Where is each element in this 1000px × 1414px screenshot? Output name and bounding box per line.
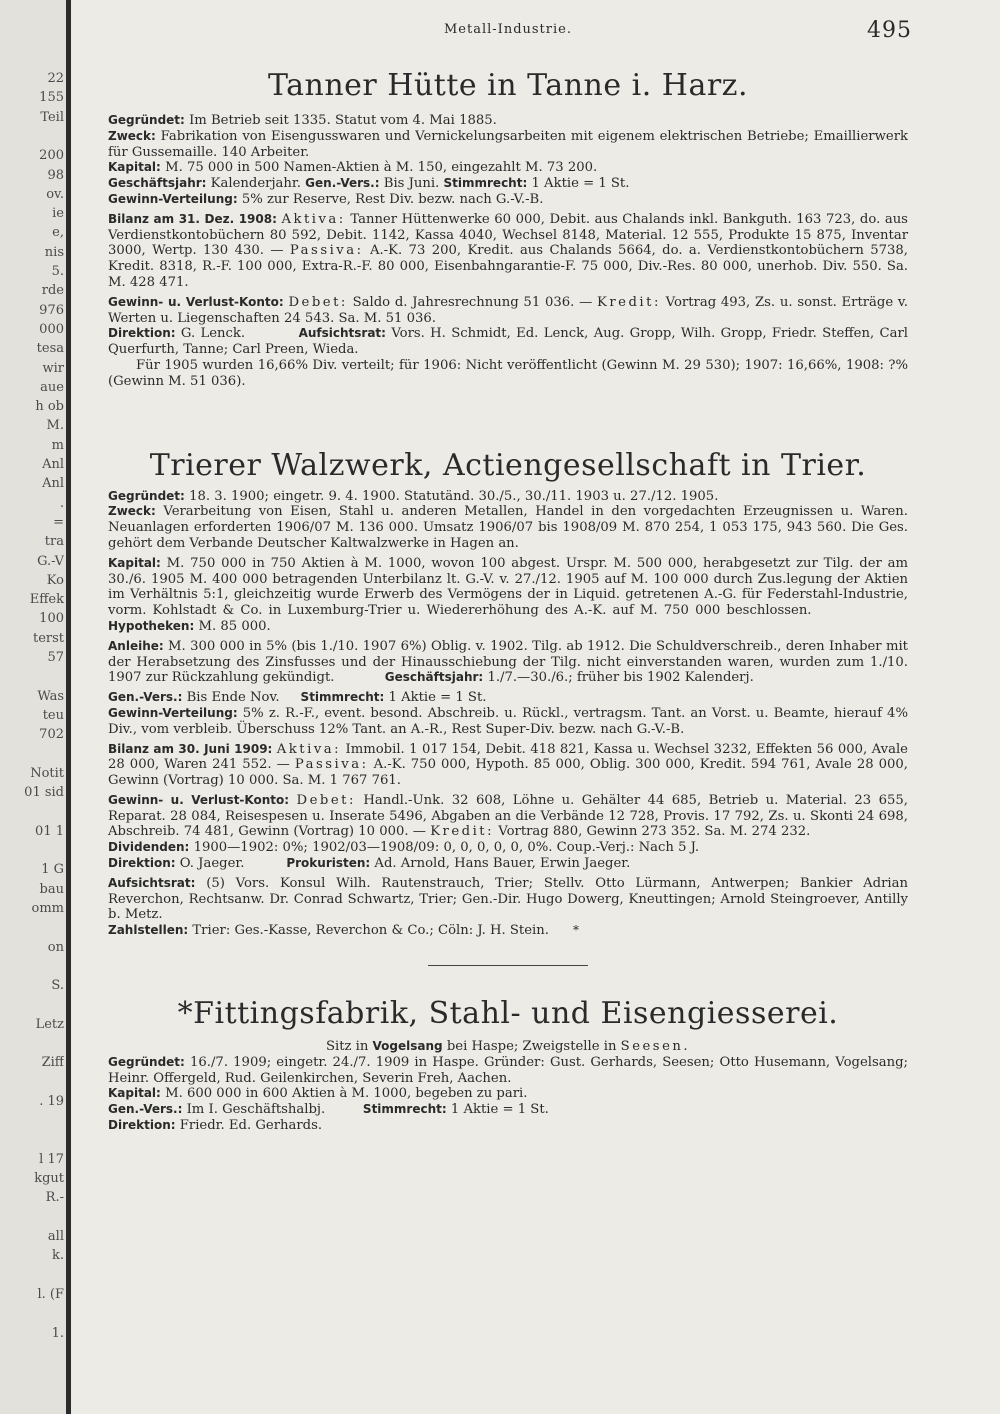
text-gegruendet: 18. 3. 1900; eingetr. 9. 4. 1900. Statutänd. 30./5., 30./11. 1903 u. 27./12. 1905. [189, 488, 719, 504]
text-kapital: M. 600 000 in 600 Aktien à M. 1000, begeben zu pari. [165, 1086, 528, 1102]
text-genvers: Bis Ende Nov. [186, 690, 280, 706]
text-bilanz-aktiva: Immobil. 1 017 154, Debit. 418 821, Kassa u. Wechsel 3232, Effekten 56 000, Avale 28 000, Waren 241 552. — [108, 741, 908, 773]
margin-fragment: all [47, 1229, 64, 1244]
margin-fragment: M. [46, 418, 64, 434]
margin-fragment: Anl [42, 457, 64, 472]
margin-fragment: bau [39, 881, 64, 897]
margin-fragment: 1. [51, 1325, 64, 1341]
text-geschaeftsjahr: Kalenderjahr. [210, 176, 301, 192]
margin-fragment: l. (F [37, 1286, 64, 1302]
running-head [108, 18, 912, 43]
text-kapital: M. 75 000 in 500 Namen-Aktien à M. 150, eingezahlt M. 73 200. [165, 160, 598, 176]
margin-fragment: e, [52, 225, 64, 241]
binding-gutter [66, 0, 71, 1414]
text-direktion: O. Jaeger. [179, 856, 245, 872]
sitz-prefix: Sitz in [325, 1039, 369, 1055]
margin-fragment: tra [44, 534, 64, 550]
margin-fragment: 5. [51, 264, 64, 279]
margin-fragment: = [53, 514, 64, 530]
label-anleihe: Anleihe: [108, 638, 164, 653]
margin-fragment: Teil [40, 109, 64, 125]
margin-fragment: S. [51, 978, 64, 994]
label-kapital: Kapital: [108, 160, 161, 175]
margin-fragment: 702 [39, 727, 64, 743]
kredit-word: Kredit: [597, 294, 661, 310]
margin-fragment: ov. [46, 186, 64, 202]
aktiva-word: Aktiva: [281, 211, 346, 227]
passiva-word: Passiva: [294, 757, 369, 773]
label-stimmrecht: Stimmrecht: [362, 1102, 447, 1117]
label-prokuristen: Prokuristen: [286, 856, 371, 871]
margin-fragment: kgut [34, 1171, 64, 1187]
entry-fittingsfabrik [108, 1039, 908, 1134]
page [108, 18, 912, 1134]
label-genvers: Gen.-Vers.: [305, 176, 380, 191]
debet-word: Debet: [296, 792, 356, 808]
text-aufsichtsrat: (5) Vors. Konsul Wilh. Rautenstrauch, Trier; Stellv. Otto Lürmann, Antwerpen; Bankier Adrian Reverchon, Rechtsanw. Dr. Conrad Schwartz, Trier; Gen.-Dir. Hugo Dowerg, Kneuttingen; Arnold Steingroever, Antilly b. Metz. [108, 875, 908, 923]
text-bilanz-passiva: A.-K. 750 000, Hypoth. 85 000, Oblig. 300 000, Kredit. 594 761, Avale 28 000, Gewinn (Vortrag) 10 000. Sa. M. 1 767 761. [108, 757, 908, 789]
label-gewinnverteilung: Gewinn-Verteilung: [108, 191, 238, 206]
text-gewinnverteilung: 5% zur Reserve, Rest Div. bezw. nach G.-V.-B. [241, 191, 544, 207]
text-bilanz-passiva: A.-K. 73 200, Kredit. aus Chalands 5664, do. a. Verdienstkontobüchern 5738, Kredit. 8318, R.-F. 100 000, Extra-R.-F. 80 000, Eisenbahngarantie-F. 75 000, Div.-Res. 80 000, unerhob. Div. 550. Sa. M. 428 471. [108, 243, 908, 290]
label-genvers: Gen.-Vers.: [108, 690, 183, 705]
running-title: Metall-Industrie. [444, 22, 572, 37]
entry-tanner [108, 113, 908, 390]
margin-fragment: G.-V [37, 553, 64, 569]
kredit-word: Kredit: [430, 824, 495, 840]
margin-fragment: 01 1 [35, 823, 64, 839]
text-guv-debet: Handl.-Unk. 32 608, Löhne u. Gehälter 44 685, Betrieb u. Material. 23 655, Reparat. 28 084, Reisespesen u. Inserate 5496, Abgaben an die Verbände 12 728, Provis. 17 792, Zs. u. Skonti 24 698, Abschreib. 74 481, Gewinn (Vortrag) 10 000. — [108, 792, 908, 840]
margin-fragment: Was [37, 688, 64, 704]
label-direktion: Direktion: [108, 326, 176, 341]
label-geschaeftsjahr: Geschäftsjahr: [108, 176, 207, 191]
text-stimmrecht: 1 Aktie = 1 St. [450, 1102, 549, 1118]
entry-trierer [108, 489, 908, 940]
label-stimmrecht: Stimmrecht: [300, 690, 385, 705]
margin-fragment: 01 sid [24, 785, 64, 801]
margin-fragment: Ko [46, 572, 64, 588]
label-gegruendet: Gegründet: [108, 113, 185, 127]
label-gegruendet: Gegründet: [108, 488, 185, 503]
label-zweck: Zweck: [108, 504, 156, 519]
debet-word: Debet: [288, 294, 348, 310]
label-gegruendet: Gegründet: [108, 1054, 185, 1069]
margin-fragment: R.- [45, 1190, 64, 1206]
page-number: 495 [867, 18, 912, 43]
sitz-place: Vogelsang [372, 1039, 443, 1054]
margin-fragment: tesa [36, 341, 64, 357]
passiva-word: Passiva: [289, 243, 364, 259]
margin-fragment: 98 [47, 167, 64, 183]
label-direktion: Direktion: [108, 1118, 176, 1133]
margin-fragment: 000 [39, 321, 64, 337]
sitz-middle: bei Haspe; Zweigstelle in [446, 1039, 617, 1055]
margin-fragment: h ob [35, 399, 64, 415]
text-aufsichtsrat: Vors. H. Schmidt, Ed. Lenck, Aug. Gropp, Wilh. Gropp, Friedr. Steffen, Carl Querfurth, Tanne; Carl Preen, Wieda. [108, 326, 908, 358]
section-title-fittingsfabrik: *Fittingsfabrik, Stahl- und Eisengiesserei. [177, 996, 839, 1032]
label-bilanz: Bilanz am 30. Juni 1909: [108, 741, 273, 756]
end-asterisk: * [572, 923, 579, 938]
sitz-line [108, 1039, 908, 1055]
margin-fragment: m [51, 437, 64, 453]
text-bilanz-aktiva: Tanner Hüttenwerke 60 000, Debit. aus Chalands inkl. Bankguth. 163 723, do. aus Verdienstkontobüchern 80 592, Debit. 1142, Kassa 4040, Wechsel 8148, Material. 12 555, Produkte 15 875, Inventar 3000, Wertp. 130 430. — [108, 211, 908, 259]
text-genvers: Bis Juni. [383, 176, 440, 192]
text-prokuristen: Ad. Arnold, Hans Bauer, Erwin Jaeger. [374, 856, 631, 872]
label-hypotheken: Hypotheken: [108, 618, 195, 633]
text-hypotheken: M. 85 000. [198, 618, 271, 634]
margin-fragment: Letz [35, 1016, 64, 1032]
margin-fragment: rde [41, 283, 64, 299]
margin-fragment: 155 [39, 90, 64, 106]
section-title-trierer: Trierer Walzwerk, Actiengesellschaft in Trier. [149, 447, 867, 483]
margin-fragment: 976 [39, 302, 64, 318]
margin-fragment: . [59, 495, 64, 511]
text-dividenden: 1900—1902: 0%; 1902/03—1908/09: 0, 0, 0, 0, 0, 0%. Coup.-Verj.: Nach 5 J. [193, 840, 700, 856]
margin-fragment: 200 [39, 148, 64, 164]
label-bilanz: Bilanz am 31. Dez. 1908: [108, 211, 277, 226]
margin-fragment: . 19 [39, 1093, 64, 1109]
label-zweck: Zweck: [108, 128, 156, 143]
section-title-tanner: Tanner Hütte in Tanne i. Harz. [267, 68, 749, 103]
text-guv-debet: Saldo d. Jahresrechnung 51 036. — [352, 294, 593, 310]
text-guv-kredit: Vortrag 880, Gewinn 273 352. Sa. M. 274 232. [498, 824, 811, 840]
text-stimmrecht: 1 Aktie = 1 St. [531, 176, 630, 192]
margin-fragment: Effek [29, 592, 64, 608]
margin-fragment: 1 G [41, 862, 64, 878]
text-zahlstellen: Trier: Ges.-Kasse, Reverchon & Co.; Cöln: J. H. Stein. [192, 923, 549, 939]
margin-fragment: 22 [47, 71, 64, 86]
label-stimmrecht: Stimmrecht: [443, 176, 528, 191]
margin-fragment: wir [42, 360, 64, 376]
text-guv-kredit: Vortrag 493, Zs. u. sonst. Erträge v. Werten u. Liegenschaften 24 543. Sa. M. 51 036. [108, 294, 908, 326]
label-dividenden: Dividenden: [108, 840, 190, 855]
margin-fragment: Notit [30, 765, 64, 781]
text-zweck: Fabrikation von Eisengusswaren und Vernickelungsarbeiten mit eigenem elektrischen Betriebe; Emaillierwerk für Gussemaille. 140 Arbeiter. [108, 128, 908, 160]
text-kapital: M. 750 000 in 750 Aktien à M. 1000, wovon 100 abgest. Urspr. M. 500 000, herabgesetzt zur Tilg. der am 30./6. 1905 M. 400 000 betragenden Unterbilanz lt. G.-V. v. 27./12. 1905 auf M. 100 000 durch Zus.legung der Aktien im Verhältnis 5:1, gleichzeitig wurde Erwerb des Vermögens der in Liquid. getretenen A.-G. für Federstahl-Industrie, vorm. Kohlstadt & Co. in Luxemburg-Trier u. Wiedererhöhung des A.-K. auf M. 750 000 beschlossen. [108, 555, 909, 619]
text-direktion: G. Lenck. [180, 326, 246, 342]
label-aufsichtsrat: Aufsichtsrat: [108, 875, 196, 890]
margin-fragment: Anl [42, 476, 64, 492]
text-gegruendet: 16./7. 1909; eingetr. 24./7. 1909 in Haspe. Gründer: Gust. Gerhards, Seesen; Otto Husemann, Vogelsang; Heinr. Offergeld, Rud. Geilenkirchen, Severin Freh, Aachen. [108, 1054, 908, 1086]
label-guv: Gewinn- u. Verlust-Konto: [108, 294, 284, 309]
sitz-branch: Seesen. [620, 1039, 691, 1055]
text-gegruendet: Im Betrieb seit 1335. Statut vom 4. Mai 1885. [189, 113, 497, 128]
text-zweck: Verarbeitung von Eisen, Stahl u. anderen Metallen, Handel in den vorgedachten Erzeugnissen u. Waren. Neuanlagen erforderten 1906/07 M. 136 000. Umsatz 1906/07 bis 1908/09 M. 870 254, 1 053 175, 943 560. Die Ges. gehört dem Verbande Deutscher Kaltwalzwerke in Hagen an. [108, 504, 908, 551]
label-genvers: Gen.-Vers.: [108, 1102, 183, 1117]
text-genvers: Im I. Geschäftshalbj. [186, 1102, 326, 1118]
text-dividende: Für 1905 wurden 16,66% Div. verteilt; für 1906: Nicht veröffentlicht (Gewinn M. 29 530); 1907: 16,66%, 1908: ?% (Gewinn M. 51 036). [108, 357, 908, 389]
margin-fragment: on [47, 939, 64, 955]
scan-margin [0, 0, 66, 1414]
margin-fragment: omm [31, 900, 64, 916]
margin-fragment: k. [51, 1248, 64, 1264]
aktiva-word: Aktiva: [276, 741, 342, 757]
margin-fragment: 100 [39, 611, 64, 627]
text-anleihe: M. 300 000 in 5% (bis 1./10. 1907 6%) Oblig. v. 1902. Tilg. ab 1912. Die Schuldverschreib., deren Inhaber mit der Herabsetzung des Zinsfusses und der Hinausschiebung der Tilg. nicht einverstanden waren, wurden zum 1./10. 1907 zur Rückzahlung gekündigt. [108, 638, 908, 686]
label-gewinnverteilung: Gewinn-Verteilung: [108, 705, 238, 720]
label-zahlstellen: Zahlstellen: [108, 923, 189, 938]
label-aufsichtsrat: Aufsichtsrat: [298, 326, 386, 341]
text-stimmrecht: 1 Aktie = 1 St. [388, 690, 487, 706]
margin-fragment: 57 [47, 650, 64, 665]
margin-fragment: aue [40, 379, 64, 395]
label-kapital: Kapital: [108, 555, 161, 570]
margin-fragment: ie [52, 206, 64, 222]
margin-fragment: nis [44, 244, 64, 260]
text-geschaeftsjahr: 1./7.—30./6.; früher bis 1902 Kalenderj. [487, 670, 754, 686]
margin-fragment: terst [32, 630, 64, 646]
text-direktion: Friedr. Ed. Gerhards. [179, 1118, 323, 1134]
text-gewinnverteilung: 5% z. R.-F., event. besond. Abschreib. u. Rückl., vertragsm. Tant. an Vorst. u. Beamte, hierauf 4% Div., vom verbleib. Überschuss 12% Tant. an A.-R., Rest Super-Div. bezw. nach G.-V.-B. [108, 705, 908, 737]
label-geschaeftsjahr: Geschäftsjahr: [384, 670, 484, 685]
label-kapital: Kapital: [108, 1086, 161, 1101]
margin-fragment: Ziff [41, 1055, 64, 1071]
margin-fragment: teu [42, 707, 64, 723]
margin-fragment: l 17 [39, 1151, 64, 1167]
label-guv: Gewinn- u. Verlust-Konto: [108, 792, 290, 807]
label-direktion: Direktion: [108, 856, 176, 871]
